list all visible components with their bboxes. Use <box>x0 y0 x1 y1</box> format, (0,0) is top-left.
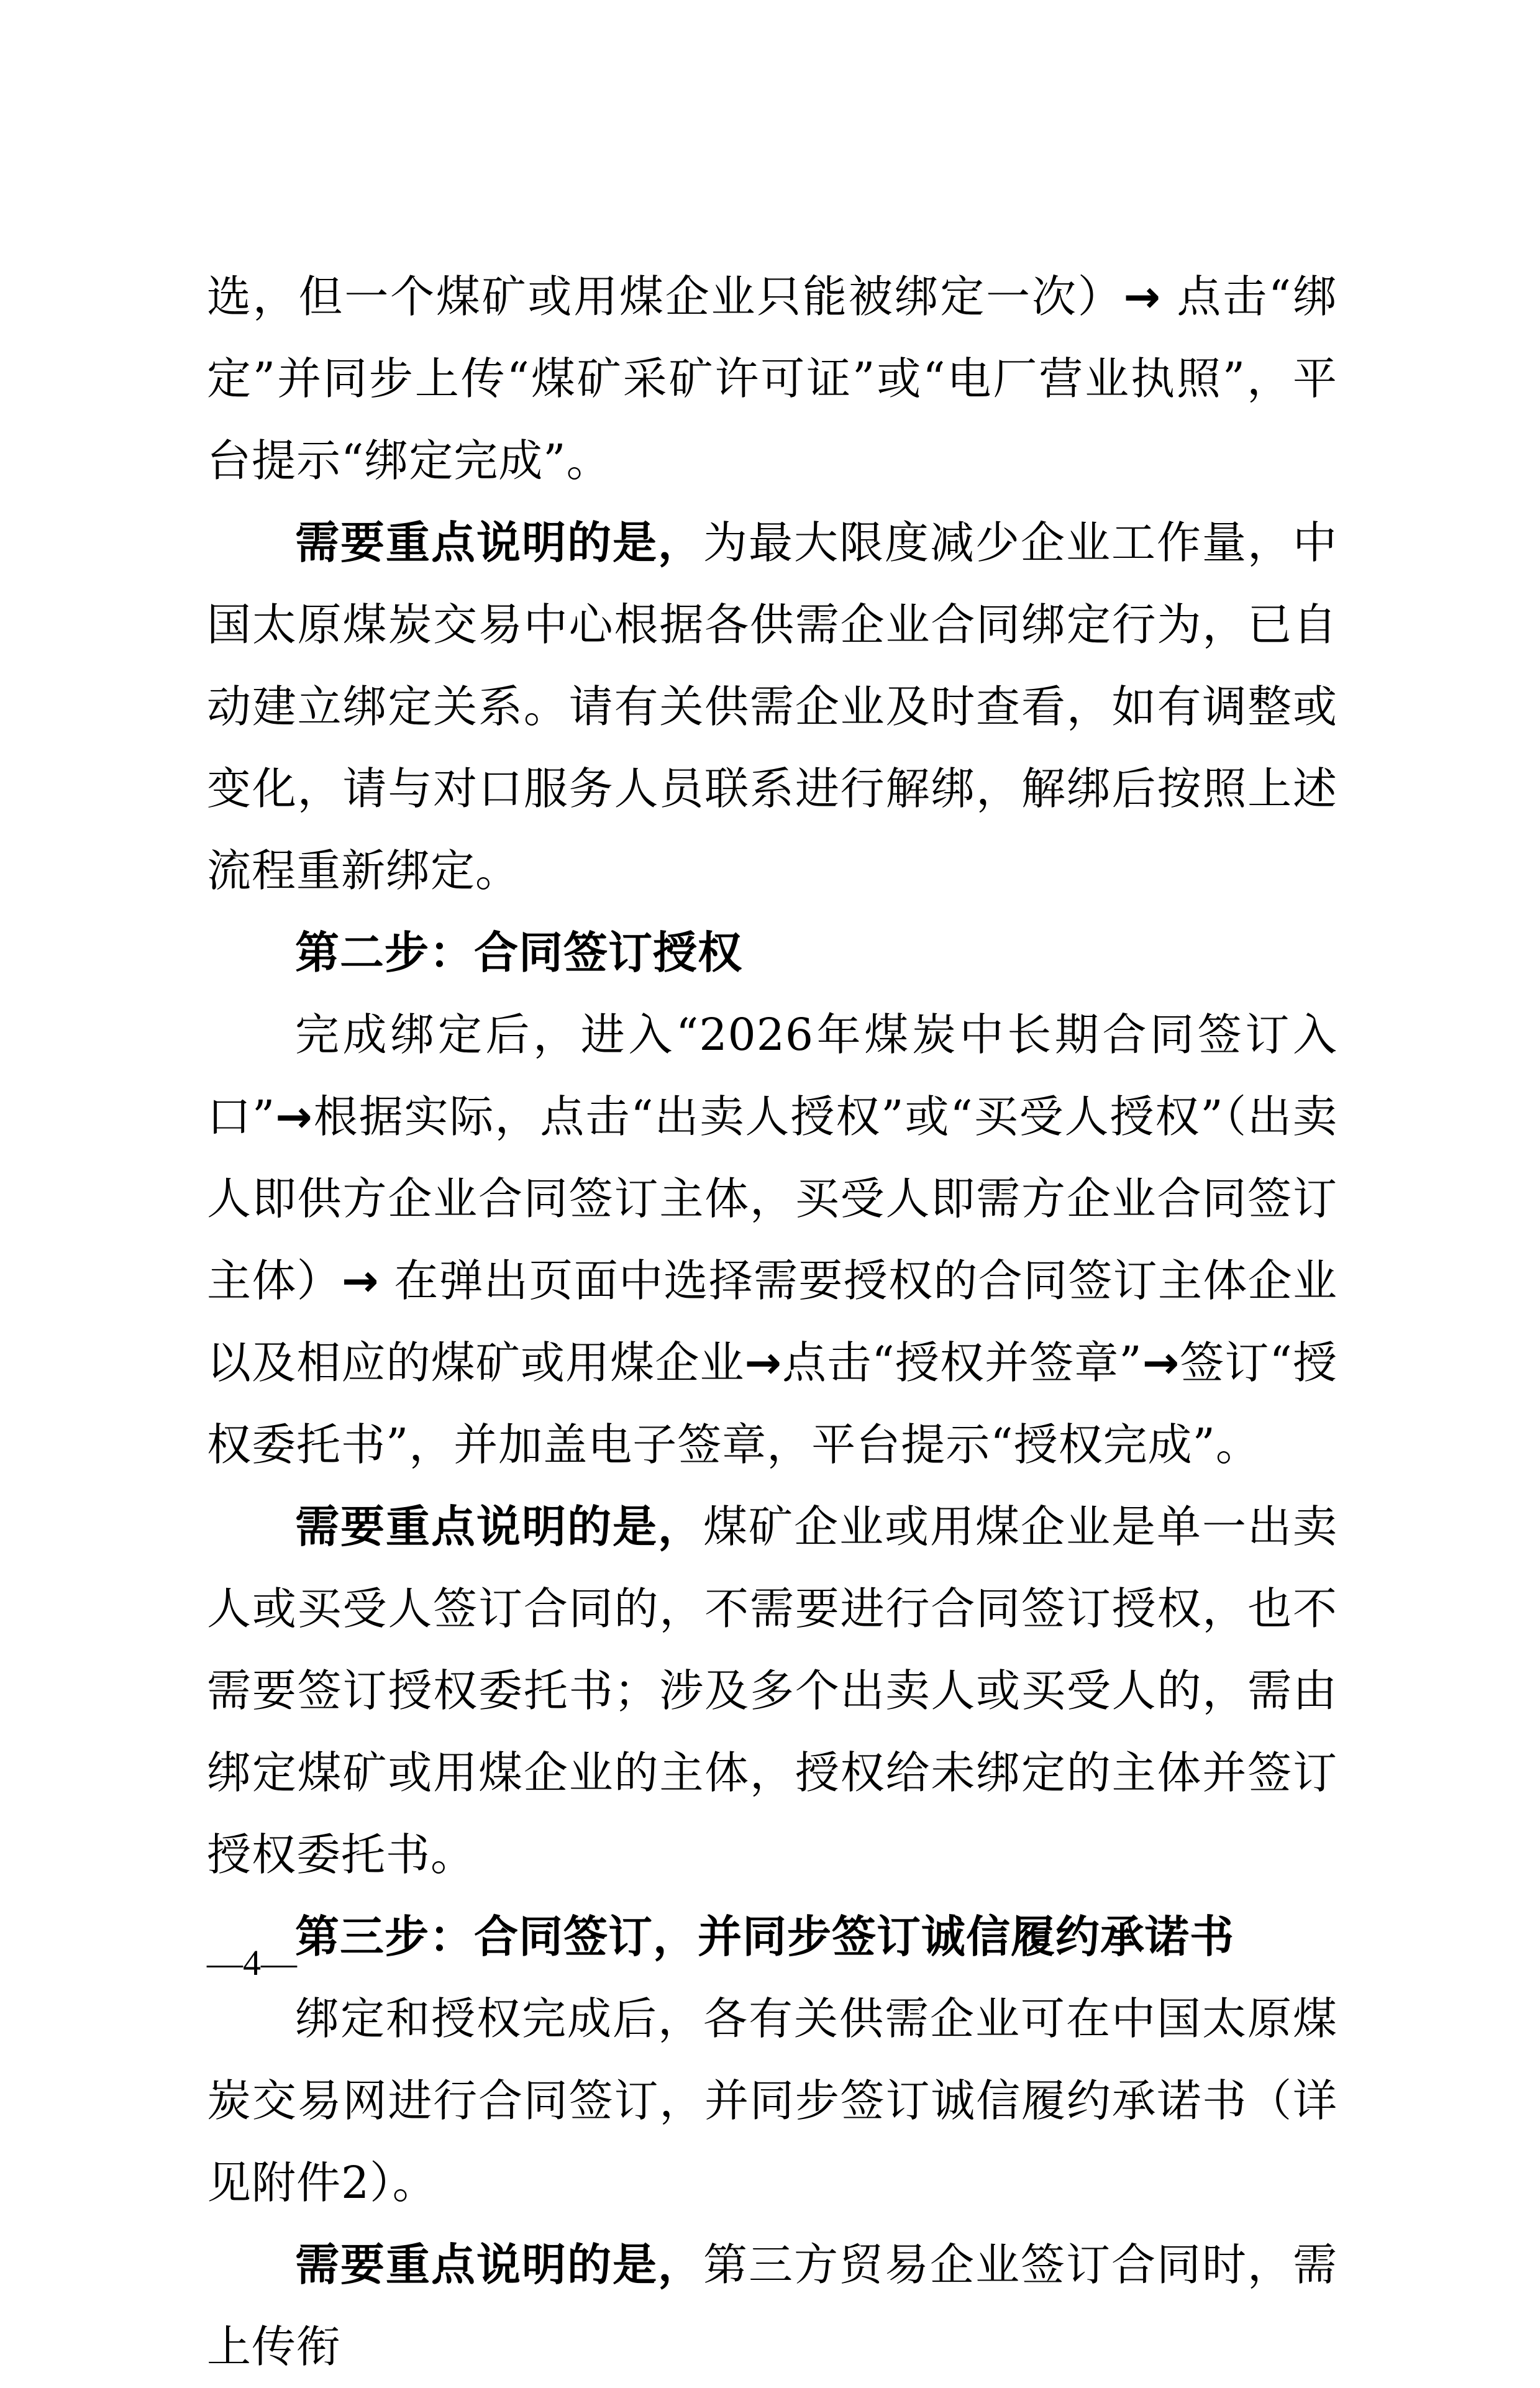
text-run: 为最大限度减少企业工作量，中国太原煤炭交易中心根据各供需企业合同绑定行为，已自动建立绑定关系。请有关供需企业及时查看，如有调整或变化，请与对口服务人员联系进行解绑，解绑后按照上述流程重新绑定。 <box>207 517 1337 896</box>
text-run: 点击“授权并签章” <box>781 1337 1142 1388</box>
arrow-right-icon: → <box>1142 1337 1180 1388</box>
body-text <box>207 256 1337 2388</box>
text-run: 第三步：合同签订，并同步签订诚信履约承诺书 <box>295 1911 1235 1962</box>
step-heading <box>207 912 1337 994</box>
text-run: 煤矿企业或用煤企业是单一出卖人或买受人签订合同的，不需要进行合同签订授权，也不需要签订授权委托书；涉及多个出卖人或买受人的，需由绑定煤矿或用煤企业的主体，授权给未绑定的主体并签订授权委托书。 <box>207 1501 1337 1880</box>
text-run: 根据实际，点击“出卖人授权”或“买受人授权”（出卖人即供方企业合同签订主体，买受人即需方企业合同签订主体） <box>207 1091 1337 1306</box>
paragraph-continuation <box>207 256 1337 502</box>
text-run: 选，但一个煤矿或用煤企业只能被绑定一次） <box>207 271 1124 322</box>
text-run: 第三方贸易企业签订合同时，需上传衔 <box>207 2239 1337 2372</box>
text-run: 签订“授权委托书”，并加盖电子签章，平台提示“授权完成”。 <box>207 1337 1337 1470</box>
arrow-right-icon: → <box>342 1255 380 1306</box>
text-run: 点击“绑定”并同步上传“煤矿采矿许可证”或“电厂营业执照”，平台提示“绑定完成”。 <box>207 271 1337 486</box>
step-heading <box>207 1896 1337 1978</box>
arrow-right-icon: → <box>275 1091 313 1142</box>
paragraph <box>207 994 1337 1486</box>
emphasis-lead: 需要重点说明的是， <box>295 1501 703 1552</box>
text-run: 第二步：合同签订授权 <box>295 927 743 978</box>
paragraph <box>207 1978 1337 2224</box>
paragraph-note <box>207 2224 1337 2388</box>
page-number: —4— <box>207 1943 297 1983</box>
emphasis-lead: 需要重点说明的是， <box>295 2239 703 2290</box>
paragraph-note <box>207 502 1337 912</box>
text-run: 在弹出页面中选择需要授权的合同签订主体企业以及相应的煤矿或用煤企业 <box>207 1255 1337 1388</box>
text-run: 完成绑定后，进入“2026年煤炭中长期合同签订入口” <box>207 1009 1337 1142</box>
emphasis-lead: 需要重点说明的是， <box>295 517 703 568</box>
paragraph-note <box>207 1486 1337 1896</box>
arrow-right-icon: → <box>744 1337 782 1388</box>
text-run: 绑定和授权完成后，各有关供需企业可在中国太原煤炭交易网进行合同签订，并同步签订诚信履约承诺书（详见附件2）。 <box>207 1993 1337 2208</box>
arrow-right-icon: → <box>1123 271 1162 322</box>
